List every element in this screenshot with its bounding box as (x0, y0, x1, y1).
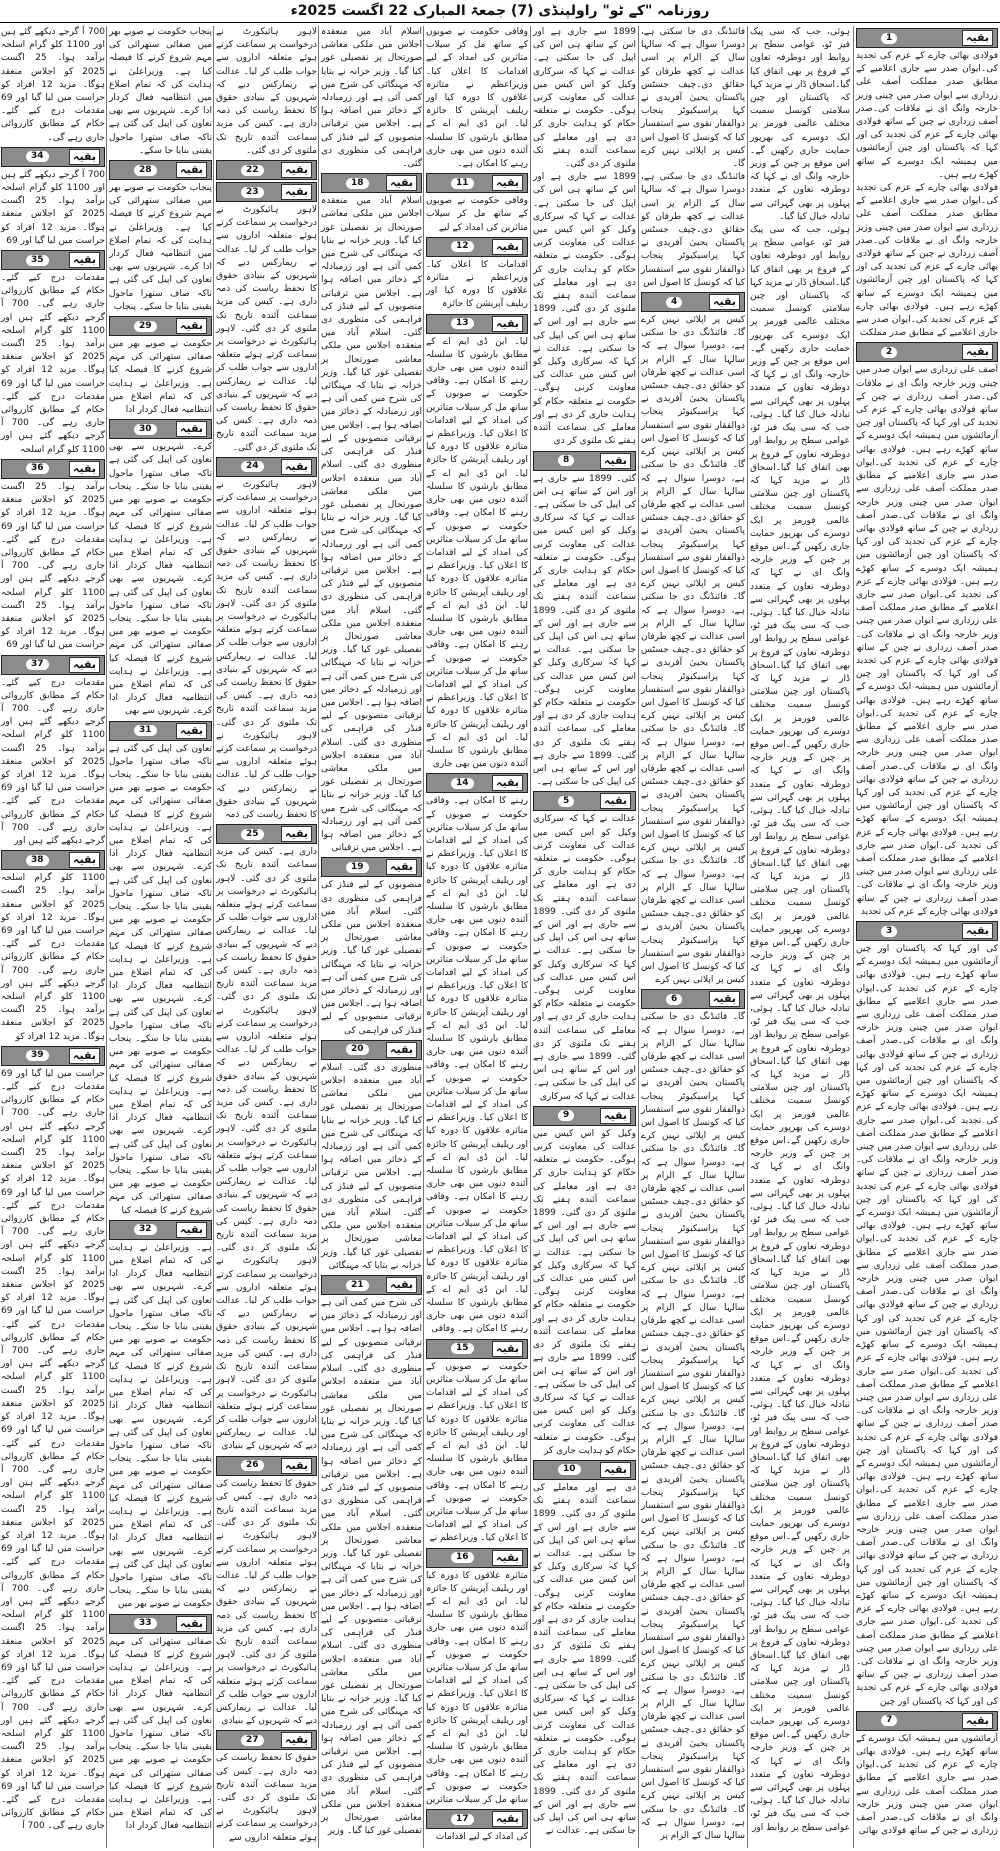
column-text: 700 آ گرجے دیکھے گئے ہیں اور 1100 کلو گرام اسلحہ برآمد ہوا۔ 25 اگست 2025 کو اجلاس منعقد ہوگا۔ مزید 12 افراد کو حراست میں لیا گیا اور 69 مقدمات درج کیے گئے۔ حکام کے مطابق کارروائی جاری رہے گی۔ (1, 27, 106, 143)
continuation-label: بقیہ (281, 1732, 312, 1748)
continuation-box-11 (426, 173, 528, 193)
continuation-label: بقیہ (492, 316, 523, 332)
continuation-label: بقیہ (492, 239, 523, 255)
continuation-label: بقیہ (176, 318, 207, 334)
continuation-label: بقیہ (386, 1042, 417, 1058)
column-text-continued: گئی۔ 1899 سے جاری ہے اور اس کے ساتھ ہی اس کی اپیل کی جا سکتی ہے۔ عدالت نے کہا کہ سرکاری وکیل کو اس کیس میں عدالت کی معاونت کرنی ہوگی۔ حکومت نے متعلقہ حکام کو ہدایت جاری کر دی ہے اور معاملے کی سماعت آئندہ ہفتے تک ملتوی کر دی گئی۔ 1899 سے جاری ہے اور اس کے ساتھ ہی اس کی اپیل کی جا سکتی ہے۔ عدالت نے کہا کہ سرکاری وکیل کو اس کیس میں عدالت کی معاونت کرنی ہوگی۔ حکومت نے متعلقہ حکام کو ہدایت جاری کر دی ہے اور معاملے کی سماعت آئندہ ہفتے تک ملتوی کر دی گئی۔ 1899 سے جاری ہے اور اس کے ساتھ ہی اس کی اپیل کی جا سکتی ہے۔ (533, 473, 636, 788)
column-1 (856, 26, 998, 1838)
column-text-continued: وفاقی حکومت نے صوبوں کے ساتھ مل کر سیلاب متاثرین کی امداد کے لیے (426, 196, 528, 233)
continuation-number: 7 (881, 1715, 897, 1726)
continuation-box-12 (426, 237, 528, 257)
continuation-label: بقیہ (492, 1811, 523, 1827)
continuation-box-18 (321, 173, 422, 193)
continuation-label: بقیہ (962, 30, 993, 46)
column-divider (638, 26, 639, 1848)
column-text: پنجاب حکومت نے صوبے بھر میں صفائی ستھرائی کی مہم شروع کرنے کا فیصلہ کیا ہے۔ وزیراعلیٰ نے ہدایت کی کہ تمام اضلاع میں انتظامیہ فعال کردار ادا کرے۔ شہریوں سے بھی تعاون کی اپیل کی گئی ہے تاکہ صاف ستھرا ماحول یقینی بنایا جا سکے۔ (109, 27, 212, 156)
continuation-number: 28 (134, 165, 157, 176)
column-text-continued: منصوبوں کے لیے فنڈز کی فراہمی کی منظوری دی گئی۔ اسلام آباد میں منعقدہ اجلاس میں ملکی معاشی صورتحال پر تفصیلی غور کیا گیا۔ وزیر خزانہ نے بتایا کہ مہنگائی کی شرح میں کمی آئی ہے اور زرمبادلہ کے ذخائر میں اضافہ ہوا ہے۔ اجلاس میں ترقیاتی منصوبوں کے لیے فنڈز کی فراہمی کی (321, 880, 422, 1036)
continuation-number: 20 (346, 1044, 369, 1055)
column-7 (216, 26, 317, 1845)
column-text: اسلام آباد میں منعقدہ اجلاس میں ملکی معاشی صورتحال پر تفصیلی غور کیا گیا۔ وزیر خزانہ نے بتایا کہ مہنگائی کی شرح میں کمی آئی ہے اور زرمبادلہ کے ذخائر میں اضافہ ہوا ہے۔ اجلاس میں ترقیاتی منصوبوں کے لیے فنڈز کی فراہمی کی منظوری دی گئی۔ (321, 27, 422, 170)
continuation-box-22 (216, 160, 317, 180)
column-text-continued: صفائی ستھرائی کی مہم شروع کرنے کا فیصلہ کیا ہے۔ وزیراعلیٰ نے ہدایت کی کہ تمام اضلاع میں انتظامیہ فعال کردار ادا کرے۔ شہریوں سے بھی تعاون کی اپیل کی گئی ہے تاکہ صاف ستھرا ماحول یقینی بنایا جا سکے۔ پنجاب حکومت نے صوبے بھر میں صفائی ستھرائی کی مہم شروع کرنے کا فیصلہ کیا ہے۔ وزیراعلیٰ نے ہدایت کی کہ تمام اضلاع میں انتظامیہ فعال کردار ادا (109, 1636, 212, 1832)
column-divider (853, 26, 854, 1848)
continuation-label: بقیہ (962, 1713, 993, 1729)
continuation-box-19 (321, 857, 422, 877)
continuation-box-13 (426, 314, 528, 334)
continuation-number: 6 (666, 994, 682, 1005)
column-text-continued: اقدامات کا اعلان کیا۔ وزیراعظم نے متاثرہ علاقوں کا دورہ کیا اور ریلیف آپریشن کا جائزہ (426, 259, 528, 310)
continuation-label: بقیہ (176, 1222, 207, 1238)
column-text-continued: تعاون کی اپیل کی گئی ہے تاکہ صاف ستھرا ماحول یقینی بنایا جا سکے۔ پنجاب حکومت نے صوبے بھر میں صفائی ستھرائی کی مہم شروع کرنے کا فیصلہ کیا ہے۔ وزیراعلیٰ نے ہدایت کی کہ تمام اضلاع میں انتظامیہ فعال کردار ادا کرے۔ شہریوں سے بھی تعاون کی اپیل کی گئی ہے تاکہ صاف ستھرا ماحول یقینی بنایا جا سکے۔ پنجاب حکومت نے صوبے بھر میں صفائی ستھرائی کی مہم شروع کرنے کا فیصلہ کیا ہے۔ وزیراعلیٰ نے ہدایت کی کہ تمام اضلاع میں انتظامیہ فعال کردار ادا کرے۔ شہریوں سے بھی تعاون کی اپیل کی گئی ہے تاکہ صاف ستھرا ماحول یقینی بنایا جا سکے۔ پنجاب حکومت نے صوبے بھر میں صفائی ستھرائی کی مہم شروع کرنے کا فیصلہ کیا ہے۔ وزیراعلیٰ نے ہدایت کی کہ تمام اضلاع میں انتظامیہ فعال کردار ادا کرے۔ شہریوں سے بھی تعاون کی اپیل کی گئی ہے تاکہ صاف ستھرا ماحول یقینی بنایا جا سکے۔ پنجاب حکومت نے صوبے بھر میں صفائی ستھرائی کی مہم شروع کرنے کا فیصلہ کیا (109, 743, 212, 1216)
column-divider (530, 26, 531, 1848)
column-text: لاہور ہائیکورٹ نے درخواست پر سماعت کرتے ہوئے متعلقہ اداروں سے جواب طلب کر لیا۔ عدالت نے ریمارکس دیے کہ شہریوں کے بنیادی حقوق کا تحفظ ریاست کی ذمہ داری ہے۔ کیس کی مزید سماعت آئندہ تاریخ تک ملتوی کر دی گئی۔ (216, 27, 317, 156)
continuation-box-8 (533, 451, 636, 471)
column-text-continued: عدالت نے کہا کہ سرکاری وکیل کو اس کیس میں عدالت کی معاونت کرنی ہوگی۔ حکومت نے متعلقہ حکام کو ہدایت جاری کر دی ہے اور معاملے کی سماعت آئندہ ہفتے تک ملتوی کر دی گئی۔ 1899 سے جاری ہے اور اس کے ساتھ ہی اس کی اپیل کی جا سکتی ہے۔ عدالت نے کہا کہ سرکاری وکیل کو اس کیس میں عدالت کی معاونت کرنی ہوگی۔ حکومت نے متعلقہ حکام کو ہدایت جاری کر دی ہے اور معاملے کی سماعت آئندہ ہفتے تک ملتوی کر دی گئی۔ 1899 سے جاری ہے اور اس کے ساتھ ہی اس کی اپیل کی جا سکتی ہے۔ عدالت نے کہا کہ سرکاری (533, 814, 636, 1102)
column-5 (426, 26, 528, 1844)
column-8 (109, 26, 212, 1834)
continuation-number: 32 (134, 1224, 157, 1235)
continuation-number: 38 (26, 855, 49, 866)
continuation-box-27 (216, 1730, 317, 1750)
column-text-continued: کرے۔ شہریوں سے بھی تعاون کی اپیل کی گئی ہے تاکہ صاف ستھرا ماحول یقینی بنایا جا سکے۔ پنجاب حکومت نے صوبے بھر میں صفائی ستھرائی کی مہم شروع کرنے کا فیصلہ کیا ہے۔ وزیراعلیٰ نے ہدایت کی کہ تمام اضلاع میں انتظامیہ فعال کردار ادا کرے۔ شہریوں سے بھی تعاون کی اپیل کی گئی ہے تاکہ صاف ستھرا ماحول یقینی بنایا جا سکے۔ پنجاب حکومت نے صوبے بھر میں صفائی ستھرائی کی مہم شروع کرنے کا فیصلہ کیا ہے۔ وزیراعلیٰ نے ہدایت کی کہ تمام اضلاع میں انتظامیہ فعال کردار ادا کرے۔ شہریوں سے بھی (109, 442, 212, 717)
masthead: روزنامہ "کے ٹو" راولپنڈی (7) جمعۃ المبارک 22 اگست 2025ء (0, 0, 1000, 23)
continuation-number: 27 (241, 1735, 264, 1746)
continuation-number: 5 (558, 796, 574, 807)
column-divider (423, 26, 424, 1848)
column-text-continued: فولادی بھائی چارے کے عزم کی تجدید کی۔ایوان صدر سے جاری اعلامیے کے مطابق صدر مملکت آصف علی زرداری سے ایوان صدر میں چینی وزیر خارجہ وانگ ای نے ملاقات کی۔صدر آصف زرداری نے چین کے ساتھ فولادی بھائی چارے کے عزم کی تجدید کی اور کہا کہ پاکستان اور چین آزمائشوں میں ہمیشہ ایک دوسرے کے ساتھ کھڑے رہے ہیں۔ فولادی بھائی چارے کے عزم کی تجدید کی۔ایوان صدر سے جاری اعلامیے کے مطابق صدر مملکت (856, 183, 998, 339)
continuation-label: بقیہ (492, 1550, 523, 1566)
column-divider (747, 26, 748, 1848)
column-text-continued: مقدمات درج کیے گئے۔ حکام کے مطابق کارروائی جاری رہے گی۔ 700 آ گرجے دیکھے گئے ہیں اور 1100 کلو گرام اسلحہ برآمد ہوا۔ 25 اگست 2025 کو اجلاس منعقد ہوگا۔ مزید 12 افراد کو حراست میں لیا گیا اور 69 مقدمات درج کیے گئے۔ حکام کے مطابق کارروائی جاری رہے گی۔ 700 آ گرجے دیکھے گئے ہیں اور (1, 677, 106, 846)
continuation-number: 33 (134, 1618, 157, 1629)
continuation-box-3 (856, 921, 998, 941)
continuation-number: 23 (241, 187, 264, 198)
continuation-number: 21 (346, 1280, 369, 1291)
continuation-number: 1 (881, 33, 897, 44)
column-6 (321, 26, 422, 1838)
continuation-label: بقیہ (69, 149, 100, 165)
column-text-continued: دی ہے اور معاملے کی سماعت آئندہ ہفتے تک ملتوی کر دی گئی۔ 1899 سے جاری ہے اور اس کے ساتھ ہی اس کی اپیل کی جا سکتی ہے۔ عدالت نے کہا کہ سرکاری وکیل کو اس کیس میں عدالت کی معاونت کرنی ہوگی۔ حکومت نے متعلقہ حکام کو ہدایت جاری کر دی ہے اور معاملے کی سماعت آئندہ ہفتے تک ملتوی کر دی گئی۔ 1899 سے جاری ہے اور اس کے ساتھ ہی اس کی اپیل کی جا سکتی ہے۔ عدالت نے کہا کہ سرکاری وکیل کو اس کیس میں عدالت کی معاونت کرنی ہوگی۔ حکومت نے متعلقہ حکام کو ہدایت جاری کر دی ہے اور معاملے کی سماعت آئندہ ہفتے تک ملتوی کر دی گئی۔ 1899 سے جاری ہے اور اس کے ساتھ ہی اس کی اپیل کی جا سکتی ہے۔ عدالت نے (533, 1482, 636, 1837)
continuation-label: بقیہ (600, 453, 631, 469)
column-text: فائنڈنگ دی جا سکتی ہے، دوسرا سوال ہے کہ سالہا سال کے الزام پر اسی عدالت نے کچھ طرفان کو حقائق دی۔چیف جسٹس پاکستان یحییٰ آفریدی نے کہا پراسیکیوٹر پنجاب ذوالفقار نقوی سے استفسار کیا کہ کونسل کا اصول اس کیس پر اپلائی نہیں کرے گا۔ (641, 27, 745, 170)
continuation-label: بقیہ (600, 1462, 631, 1478)
column-text-continued: وکیل کو اس کیس میں عدالت کی معاونت کرنی ہوگی۔ حکومت نے متعلقہ حکام کو ہدایت جاری کر دی ہے اور معاملے کی سماعت آئندہ ہفتے تک ملتوی کر دی گئی۔ 1899 سے جاری ہے اور اس کے ساتھ ہی اس کی اپیل کی جا سکتی ہے۔ عدالت نے کہا کہ سرکاری وکیل کو اس کیس میں عدالت کی معاونت کرنی ہوگی۔ حکومت نے متعلقہ حکام کو ہدایت جاری کر دی ہے اور معاملے کی سماعت آئندہ ہفتے تک ملتوی کر دی گئی۔ 1899 سے جاری ہے اور اس کے ساتھ ہی اس کی اپیل کی جا سکتی ہے۔ عدالت نے کہا کہ سرکاری وکیل کو اس کیس میں عدالت کی معاونت کرنی ہوگی۔ حکومت نے متعلقہ حکام کو ہدایت جاری کر (533, 1128, 636, 1456)
continuation-label: بقیہ (709, 294, 740, 310)
continuation-number: 29 (134, 321, 157, 332)
column-text-continued: حقوق کا تحفظ ریاست کی ذمہ داری ہے۔ کیس کی مزید سماعت آئندہ تاریخ تک ملتوی کر دی گئی۔ لاہور ہائیکورٹ نے درخواست پر سماعت کرتے ہوئے متعلقہ اداروں سے جواب طلب کر لیا۔ عدالت نے ریمارکس دیے کہ شہریوں کے بنیادی حقوق کا تحفظ ریاست کی ذمہ داری ہے۔ کیس کی مزید سماعت آئندہ تاریخ تک ملتوی کر دی گئی۔ لاہور ہائیکورٹ نے درخواست پر سماعت کرتے ہوئے متعلقہ اداروں سے جواب طلب کر لیا۔ عدالت نے ریمارکس دیے کہ شہریوں کے بنیادی (216, 1478, 317, 1727)
continuation-box-2 (856, 342, 998, 362)
continuation-label: بقیہ (281, 826, 312, 842)
column-text-continued: لاہور ہائیکورٹ نے درخواست پر سماعت کرتے ہوئے متعلقہ اداروں سے جواب طلب کر لیا۔ عدالت نے ریمارکس دیے کہ شہریوں کے بنیادی حقوق کا تحفظ ریاست کی ذمہ داری ہے۔ کیس کی مزید سماعت آئندہ تاریخ تک ملتوی کر دی گئی۔ لاہور ہائیکورٹ نے درخواست پر سماعت کرتے ہوئے متعلقہ اداروں سے جواب طلب کر لیا۔ عدالت نے ریمارکس دیے کہ شہریوں کے بنیادی حقوق کا تحفظ ریاست کی ذمہ داری ہے۔ کیس کی مزید سماعت آئندہ تاریخ تک ملتوی کر دی گئی۔ (216, 205, 317, 453)
column-3 (641, 26, 745, 1843)
continuation-number: 16 (451, 1552, 474, 1563)
column-text-continued: کی اور کہا کہ پاکستان اور چین آزمائشوں میں ہمیشہ ایک دوسرے کے ساتھ کھڑے رہے ہیں۔ فولادی بھائی چارے کے عزم کی تجدید کی۔ایوان صدر سے جاری اعلامیے کے مطابق صدر مملکت آصف علی زرداری سے ایوان صدر میں چینی وزیر خارجہ وانگ ای نے ملاقات کی۔صدر آصف زرداری نے چین کے ساتھ فولادی بھائی چارے کے عزم کی تجدید کی اور کہا کہ پاکستان اور چین آزمائشوں میں ہمیشہ ایک دوسرے کے ساتھ کھڑے رہے ہیں۔ فولادی بھائی چارے کے عزم کی تجدید کی۔ایوان صدر سے جاری اعلامیے کے مطابق صدر مملکت آصف علی زرداری سے ایوان صدر میں چینی وزیر خارجہ وانگ ای نے ملاقات کی۔صدر آصف زرداری نے چین کے ساتھ فولادی بھائی چارے کے عزم کی تجدید کی اور کہا کہ پاکستان اور چین آزمائشوں میں ہمیشہ ایک دوسرے کے ساتھ کھڑے رہے ہیں۔ فولادی بھائی چارے کے عزم کی تجدید کی۔ایوان صدر سے جاری اعلامیے کے مطابق صدر مملکت آصف علی زرداری سے ایوان صدر میں چینی وزیر خارجہ وانگ ای نے ملاقات کی۔صدر آصف زرداری نے چین کے ساتھ فولادی بھائی چارے کے عزم کی تجدید کی اور کہا کہ پاکستان اور چین آزمائشوں میں ہمیشہ ایک دوسرے کے ساتھ کھڑے رہے ہیں۔ فولادی بھائی چارے کے عزم کی تجدید کی۔ایوان صدر سے جاری اعلامیے کے مطابق صدر مملکت آصف علی زرداری سے ایوان صدر میں چینی وزیر خارجہ وانگ ای نے ملاقات کی۔صدر آصف زرداری نے چین کے ساتھ فولادی بھائی چارے کے عزم کی تجدید کی اور کہا کہ پاکستان اور چین آزمائشوں میں ہمیشہ ایک دوسرے کے ساتھ کھڑے رہے ہیں۔ فولادی بھائی چارے کے عزم کی تجدید کی۔ایوان صدر سے جاری اعلامیے کے مطابق صدر مملکت آصف علی زرداری سے ایوان صدر میں چینی وزیر خارجہ وانگ ای نے ملاقات کی۔صدر آصف زرداری نے چین کے ساتھ فولادی بھائی چارے کے عزم کی تجدید کی اور کہا کہ پاکستان اور چین آزمائشوں میں ہمیشہ ایک دوسرے کے ساتھ کھڑے رہے ہیں۔ فولادی بھائی چارے کے عزم کی تجدید کی۔ایوان صدر سے جاری اعلامیے کے مطابق صدر مملکت آصف علی زرداری سے ایوان صدر میں چینی وزیر خارجہ وانگ ای نے ملاقات کی۔صدر آصف زرداری نے چین کے ساتھ فولادی بھائی چارے کے عزم کی تجدید کی اور کہا کہ پاکستان اور چین (856, 944, 998, 1707)
continuation-number: 30 (134, 424, 157, 435)
continuation-label: بقیہ (69, 852, 100, 868)
column-text-continued: منظوری دی گئی۔ اسلام آباد میں منعقدہ اجلاس میں ملکی معاشی صورتحال پر تفصیلی غور کیا گیا۔ وزیر خزانہ نے بتایا کہ مہنگائی کی شرح میں کمی آئی ہے اور زرمبادلہ کے ذخائر میں اضافہ ہوا ہے۔ اجلاس میں ترقیاتی منصوبوں کے لیے فنڈز کی فراہمی کی منظوری دی گئی۔ اسلام آباد میں منعقدہ اجلاس میں ملکی معاشی صورتحال پر تفصیلی غور کیا گیا۔ وزیر خزانہ نے بتایا کہ مہنگائی (321, 1062, 422, 1271)
continuation-box-36 (1, 459, 105, 479)
continuation-box-5 (533, 791, 636, 811)
continuation-box-16 (426, 1548, 528, 1568)
continuation-number: 11 (451, 178, 474, 189)
continuation-box-9 (533, 1106, 636, 1126)
continuation-box-30 (109, 419, 212, 439)
column-divider (318, 26, 319, 1848)
continuation-number: 15 (451, 1343, 474, 1354)
continuation-box-23 (216, 182, 317, 202)
continuation-box-6 (641, 989, 745, 1009)
continuation-box-33 (109, 1614, 212, 1634)
column-text-continued: حراست میں لیا گیا اور 69 مقدمات درج کیے گئے۔ حکام کے مطابق کارروائی جاری رہے گی۔ 700 آ گرجے دیکھے گئے ہیں اور 1100 کلو گرام اسلحہ برآمد ہوا۔ 25 اگست 2025 کو اجلاس منعقد ہوگا۔ مزید 12 افراد کو حراست میں لیا گیا اور 69 مقدمات درج کیے گئے۔ حکام کے مطابق کارروائی جاری رہے گی۔ 700 آ گرجے دیکھے گئے ہیں اور 1100 کلو گرام اسلحہ برآمد ہوا۔ 25 اگست 2025 کو اجلاس منعقد ہوگا۔ مزید 12 افراد کو حراست میں لیا گیا اور 69 مقدمات درج کیے گئے۔ حکام کے مطابق کارروائی جاری رہے گی۔ 700 آ گرجے دیکھے گئے ہیں اور 1100 کلو گرام اسلحہ برآمد ہوا۔ 25 اگست 2025 کو اجلاس منعقد ہوگا۔ مزید 12 افراد کو حراست میں لیا گیا اور 69 مقدمات درج کیے گئے۔ حکام کے مطابق کارروائی جاری رہے گی۔ 700 آ گرجے دیکھے گئے ہیں اور 1100 کلو گرام اسلحہ برآمد ہوا۔ 25 اگست 2025 کو اجلاس منعقد ہوگا۔ مزید 12 افراد کو حراست میں لیا گیا اور 69 مقدمات درج کیے گئے۔ حکام کے مطابق کارروائی جاری رہے گی۔ 700 آ گرجے دیکھے گئے ہیں اور 1100 کلو گرام اسلحہ برآمد ہوا۔ 25 اگست 2025 کو اجلاس منعقد ہوگا۔ مزید 12 افراد کو حراست میں لیا گیا اور 69 مقدمات درج کیے گئے۔ حکام کے مطابق کارروائی جاری رہے گی۔ 700 آ گرجے دیکھے گئے ہیں اور 1100 کلو گرام اسلحہ برآمد ہوا۔ 25 اگست 2025 کو اجلاس منعقد ہوگا۔ مزید 12 افراد کو حراست میں لیا گیا اور 69 مقدمات درج کیے گئے۔ حکام کے مطابق کارروائی جاری رہے گی۔ 700 آ (1, 1068, 106, 1832)
continuation-number: 36 (26, 463, 49, 474)
continuation-box-10 (533, 1460, 636, 1480)
continuation-label: بقیہ (281, 184, 312, 200)
continuation-box-14 (426, 773, 528, 793)
continuation-number: 18 (346, 178, 369, 189)
column-text-continued: متاثرہ علاقوں کا دورہ کیا اور ریلیف آپریشن کا جائزہ لیا۔ این ڈی ایم اے کے مطابق بارشوں کا سلسلہ آئندہ دنوں میں بھی جاری رہنے کا امکان ہے۔ وفاقی حکومت نے صوبوں کے ساتھ مل کر سیلاب متاثرین کی امداد کے لیے اقدامات کا اعلان کیا۔ وزیراعظم نے متاثرہ علاقوں کا دورہ کیا اور ریلیف آپریشن کا جائزہ لیا۔ این ڈی ایم اے کے مطابق بارشوں کا سلسلہ آئندہ دنوں میں بھی جاری رہنے کا امکان ہے۔ وفاقی حکومت نے صوبوں کے ساتھ مل کر سیلاب متاثرین (425, 1570, 528, 1805)
continuation-box-32 (109, 1220, 212, 1240)
continuation-box-25 (216, 824, 317, 844)
continuation-label: بقیہ (69, 657, 100, 673)
continuation-number: 26 (241, 1460, 264, 1471)
column-text-continued: 1100 کلو گرام اسلحہ برآمد ہوا۔ 25 اگست 2025 کو اجلاس منعقد ہوگا۔ مزید 12 افراد کو حراست میں لیا گیا اور 69 مقدمات درج کیے گئے۔ حکام کے مطابق کارروائی جاری رہے گی۔ 700 آ گرجے دیکھے گئے ہیں اور 1100 کلو گرام اسلحہ برآمد ہوا۔ 25 اگست 2025 کو اجلاس منعقد ہوگا۔ مزید 12 افراد کو (1, 873, 106, 1042)
continuation-number: 3 (881, 926, 897, 937)
continuation-label: بقیہ (962, 923, 993, 939)
continuation-number: 13 (451, 318, 474, 329)
continuation-box-34 (1, 147, 105, 167)
continuation-box-37 (1, 655, 105, 675)
continuation-box-15 (426, 1339, 528, 1359)
continuation-label: بقیہ (281, 1458, 312, 1474)
column-text: فولادی بھائی چارے کے عزم کی تجدید کی۔ایوان صدر سے جاری اعلامیے کے مطابق صدر مملکت آصف علی زرداری سے ایوان صدر میں چینی وزیر خارجہ وانگ ای نے ملاقات کی۔صدر آصف زرداری نے چین کے ساتھ فولادی بھائی چارے کے عزم کی تجدید کی اور کہا کہ پاکستان اور چین آزمائشوں میں ہمیشہ ایک دوسرے کے ساتھ کھڑے رہے ہیں۔ (856, 51, 998, 180)
continuation-label: بقیہ (386, 175, 417, 191)
column-text-continued: حکومت نے صوبوں کے ساتھ مل کر سیلاب متاثرین کی امداد کے لیے اقدامات کا اعلان کیا۔ وزیراعظم نے متاثرہ علاقوں کا دورہ کیا اور ریلیف آپریشن کا جائزہ لیا۔ این ڈی ایم اے کے مطابق بارشوں کا سلسلہ آئندہ دنوں میں بھی جاری رہنے کا امکان ہے۔ وفاقی حکومت نے صوبوں کے ساتھ مل کر سیلاب متاثرین کی امداد کے لیے اقدامات کا اعلان کیا۔ وزیراعظم نے (425, 1361, 528, 1544)
column-2 (750, 26, 850, 1835)
continuation-box-38 (1, 850, 105, 870)
continuation-box-26 (216, 1456, 317, 1476)
column-divider (106, 26, 107, 1848)
continuation-number: 2 (881, 347, 897, 358)
column-text-continued: حکومت نے صوبے بھر میں صفائی ستھرائی کی مہم شروع کرنے کا فیصلہ کیا ہے۔ وزیراعلیٰ نے ہدایت کی کہ تمام اضلاع میں انتظامیہ فعال کردار ادا (109, 339, 212, 416)
continuation-number: 8 (558, 455, 574, 466)
continuation-label: بقیہ (176, 723, 207, 739)
column-text-continued: حقوق کا تحفظ ریاست کی ذمہ داری ہے۔ کیس کی مزید سماعت آئندہ تاریخ تک ملتوی کر دی گئی۔ لاہور ہائیکورٹ نے درخواست پر سماعت کرتے ہوئے متعلقہ اداروں سے (216, 1753, 317, 1843)
continuation-label: بقیہ (962, 344, 993, 360)
column-text-continued: گا۔ فائنڈنگ دی جا سکتی ہے، دوسرا سوال ہے کہ سالہا سال کے الزام پر اسی عدالت نے کچھ طرفان کو حقائق دی۔چیف جسٹس پاکستان یحییٰ آفریدی نے کہا پراسیکیوٹر پنجاب ذوالفقار نقوی سے استفسار کیا کہ کونسل کا اصول اس کیس پر اپلائی نہیں کرے گا۔ فائنڈنگ دی جا سکتی ہے، دوسرا سوال ہے کہ سالہا سال کے الزام پر اسی عدالت نے کچھ طرفان کو حقائق دی۔چیف جسٹس پاکستان یحییٰ آفریدی نے کہا پراسیکیوٹر پنجاب ذوالفقار نقوی سے استفسار کیا کہ کونسل کا اصول اس کیس پر اپلائی نہیں کرے گا۔ فائنڈنگ دی جا سکتی ہے، دوسرا سوال ہے کہ سالہا سال کے الزام پر اسی عدالت نے کچھ طرفان کو حقائق دی۔چیف جسٹس پاکستان یحییٰ آفریدی نے کہا پراسیکیوٹر پنجاب ذوالفقار نقوی سے استفسار کیا کہ کونسل کا اصول اس کیس پر اپلائی نہیں کرے گا۔ فائنڈنگ دی جا سکتی ہے، دوسرا سوال ہے کہ سالہا سال کے الزام پر اسی عدالت نے کچھ طرفان کو حقائق دی۔چیف جسٹس پاکستان یحییٰ آفریدی نے کہا پراسیکیوٹر پنجاب ذوالفقار نقوی سے استفسار کیا کہ کونسل کا اصول اس کیس پر اپلائی نہیں کرے گا۔ فائنڈنگ دی جا سکتی ہے، دوسرا سوال ہے کہ سالہا سال کے الزام پر اسی عدالت نے کچھ طرفان کو حقائق دی۔چیف جسٹس پاکستان یحییٰ آفریدی نے کہا پراسیکیوٹر پنجاب ذوالفقار نقوی سے استفسار کیا کہ کونسل کا اصول اس کیس پر اپلائی نہیں کرے گا۔ فائنڈنگ دی جا سکتی ہے، دوسرا سوال ہے کہ سالہا سال کے الزام پر اسی عدالت نے کچھ طرفان کو حقائق دی۔چیف جسٹس پاکستان یحییٰ آفریدی نے کہا پراسیکیوٹر پنجاب ذوالفقار نقوی سے استفسار کیا کہ کونسل کا اصول اس کیس پر اپلائی نہیں کرے گا۔ فائنڈنگ دی جا سکتی ہے، دوسرا سوال ہے کہ سالہا سال کے الزام پر (641, 1012, 745, 1842)
continuation-label: بقیہ (709, 991, 740, 1007)
column-text-continued: ہے۔ وزیراعلیٰ نے ہدایت کی کہ تمام اضلاع میں انتظامیہ فعال کردار ادا کرے۔ شہریوں سے بھی تعاون کی اپیل کی گئی ہے تاکہ صاف ستھرا ماحول یقینی بنایا جا سکے۔ پنجاب حکومت نے صوبے بھر میں صفائی ستھرائی کی مہم شروع کرنے کا فیصلہ کیا ہے۔ وزیراعلیٰ نے ہدایت کی کہ تمام اضلاع میں انتظامیہ فعال کردار ادا کرے۔ شہریوں سے بھی تعاون کی اپیل کی گئی ہے تاکہ صاف ستھرا ماحول یقینی بنایا جا سکے۔ پنجاب حکومت نے صوبے بھر میں صفائی ستھرائی کی مہم شروع کرنے کا فیصلہ کیا ہے۔ وزیراعلیٰ نے ہدایت کی کہ تمام اضلاع میں انتظامیہ فعال کردار ادا کرے۔ شہریوں سے بھی تعاون کی اپیل کی گئی ہے تاکہ صاف ستھرا ماحول یقینی بنایا جا سکے۔ پنجاب حکومت نے صوبے بھر میں (109, 1242, 212, 1610)
continuation-number: 14 (451, 778, 474, 789)
continuation-number: 35 (26, 255, 49, 266)
continuation-box-24 (216, 457, 317, 477)
continuation-label: بقیہ (176, 421, 207, 437)
continuation-number: 12 (451, 241, 474, 252)
continuation-number: 10 (558, 1464, 581, 1475)
column-text-continued: فائنڈنگ دی جا سکتی ہے، دوسرا سوال ہے کہ سالہا سال کے الزام پر اسی عدالت نے کچھ طرفان کو حقائق دی۔چیف جسٹس پاکستان یحییٰ آفریدی نے کہا پراسیکیوٹر پنجاب ذوالفقار نقوی سے استفسار کیا کہ کونسل کا اصول اس (641, 172, 745, 288)
column-text-continued: اسلام آباد میں منعقدہ اجلاس میں ملکی معاشی صورتحال پر تفصیلی غور کیا گیا۔ وزیر خزانہ نے بتایا کہ مہنگائی کی شرح میں کمی آئی ہے اور زرمبادلہ کے ذخائر میں اضافہ ہوا ہے۔ اجلاس میں ترقیاتی منصوبوں کے لیے فنڈز کی فراہمی کی منظوری دی گئی۔ اسلام آباد میں منعقدہ اجلاس میں ملکی معاشی صورتحال پر تفصیلی غور کیا گیا۔ وزیر خزانہ نے بتایا کہ مہنگائی کی شرح میں کمی آئی ہے اور زرمبادلہ کے ذخائر میں اضافہ ہوا ہے۔ اجلاس میں ترقیاتی منصوبوں کے لیے فنڈز کی فراہمی کی منظوری دی گئی۔ اسلام آباد میں منعقدہ اجلاس میں ملکی معاشی صورتحال پر تفصیلی غور کیا گیا۔ وزیر خزانہ نے بتایا کہ مہنگائی کی شرح میں کمی آئی ہے اور زرمبادلہ کے ذخائر میں اضافہ ہوا ہے۔ اجلاس میں ترقیاتی منصوبوں کے لیے فنڈز کی فراہمی کی منظوری دی گئی۔ اسلام آباد میں منعقدہ اجلاس میں ملکی معاشی صورتحال پر تفصیلی غور کیا گیا۔ وزیر خزانہ نے بتایا کہ مہنگائی کی شرح میں کمی آئی ہے اور زرمبادلہ کے ذخائر میں اضافہ ہوا ہے۔ اجلاس میں ترقیاتی منصوبوں کے لیے فنڈز کی فراہمی کی منظوری دی گئی۔ اسلام آباد میں منعقدہ اجلاس میں ملکی معاشی صورتحال پر تفصیلی غور کیا گیا۔ وزیر خزانہ نے بتایا کہ مہنگائی کی شرح میں کمی آئی ہے اور زرمبادلہ کے ذخائر میں اضافہ ہوا ہے۔ اجلاس میں ترقیاتی (321, 196, 422, 854)
continuation-number: 22 (241, 165, 264, 176)
continuation-box-7 (856, 1711, 998, 1731)
continuation-label: بقیہ (492, 775, 523, 791)
continuation-label: بقیہ (281, 459, 312, 475)
continuation-box-29 (109, 316, 212, 336)
continuation-label: بقیہ (281, 162, 312, 178)
continuation-label: بقیہ (386, 859, 417, 875)
column-text: ہوئی، جب کہ سی پیک فیز ٹو، عوامی سطح پر روابط اور دوطرفہ تعاون کے فروغ پر بھی اتفاق کیا گیا۔اسحاق ڈار نے مزید کہا کہ پاکستان اور چین سلامتی کونسل سمیت مختلف عالمی فورمز پر ایک دوسرے کی بھرپور حمایت جاری رکھیں گے۔اس موقع پر چین کے وزیر خارجہ وانگ ای نے کہا کہ دوطرفہ تعاون کے متعدد پہلوں پر بھی گہرائی سے تبادلہ خیال کیا گیا۔ (750, 27, 850, 222)
continuation-number: 37 (26, 659, 49, 670)
column-text-continued: آصف علی زرداری سے ایوان صدر میں چینی وزیر خارجہ وانگ ای نے ملاقات کی۔صدر آصف زرداری نے چین کے ساتھ فولادی بھائی چارے کے عزم کی تجدید کی اور کہا کہ پاکستان اور چین آزمائشوں میں ہمیشہ ایک دوسرے کے ساتھ کھڑے رہے ہیں۔ فولادی بھائی چارے کے عزم کی تجدید کی۔ایوان صدر سے جاری اعلامیے کے مطابق صدر مملکت آصف علی زرداری سے ایوان صدر میں چینی وزیر خارجہ وانگ ای نے ملاقات کی۔صدر آصف زرداری نے چین کے ساتھ فولادی بھائی چارے کے عزم کی تجدید کی اور کہا کہ پاکستان اور چین آزمائشوں میں ہمیشہ ایک دوسرے کے ساتھ کھڑے رہے ہیں۔ فولادی بھائی چارے کے عزم کی تجدید کی۔ایوان صدر سے جاری اعلامیے کے مطابق صدر مملکت آصف علی زرداری سے ایوان صدر میں چینی وزیر خارجہ وانگ ای نے ملاقات کی۔صدر آصف زرداری نے چین کے ساتھ فولادی بھائی چارے کے عزم کی تجدید کی اور کہا کہ پاکستان اور چین آزمائشوں میں ہمیشہ ایک دوسرے کے ساتھ کھڑے رہے ہیں۔ فولادی بھائی چارے کے عزم کی تجدید کی۔ایوان صدر سے جاری اعلامیے کے مطابق صدر مملکت آصف علی زرداری سے ایوان صدر میں چینی وزیر خارجہ وانگ ای نے ملاقات کی۔صدر آصف زرداری نے چین کے ساتھ فولادی بھائی چارے کے عزم کی تجدید کی اور کہا کہ پاکستان اور چین آزمائشوں میں ہمیشہ ایک دوسرے کے ساتھ کھڑے رہے ہیں۔ فولادی بھائی چارے کے عزم کی تجدید کی۔ایوان صدر سے جاری اعلامیے کے مطابق صدر مملکت آصف علی زرداری سے ایوان صدر میں چینی وزیر خارجہ وانگ ای نے ملاقات کی۔صدر آصف زرداری نے چین کے ساتھ فولادی بھائی چارے کے عزم کی تجدید (856, 365, 998, 917)
continuation-box-39 (1, 1046, 105, 1066)
column-text-continued: مقدمات درج کیے گئے۔ حکام کے مطابق کارروائی جاری رہے گی۔ 700 آ گرجے دیکھے گئے ہیں اور 1100 کلو گرام اسلحہ برآمد ہوا۔ 25 اگست 2025 کو اجلاس منعقد ہوگا۔ مزید 12 افراد کو حراست میں لیا گیا اور 69 مقدمات درج کیے گئے۔ حکام کے مطابق کارروائی جاری رہے گی۔ 700 آ گرجے دیکھے گئے ہیں اور 1100 کلو گرام اسلحہ (1, 273, 106, 455)
column-text-continued: کی شرح میں کمی آئی ہے اور زرمبادلہ کے ذخائر میں اضافہ ہوا ہے۔ اجلاس میں ترقیاتی منصوبوں کے لیے فنڈز کی فراہمی کی منظوری دی گئی۔ اسلام آباد میں منعقدہ اجلاس میں ملکی معاشی صورتحال پر تفصیلی غور کیا گیا۔ وزیر خزانہ نے بتایا کہ مہنگائی کی شرح میں کمی آئی ہے اور زرمبادلہ کے ذخائر میں اضافہ ہوا ہے۔ اجلاس میں ترقیاتی منصوبوں کے لیے فنڈز کی فراہمی کی منظوری دی گئی۔ اسلام آباد میں منعقدہ اجلاس میں ملکی معاشی صورتحال پر تفصیلی غور کیا گیا۔ وزیر خزانہ نے بتایا کہ مہنگائی کی شرح میں کمی آئی ہے اور زرمبادلہ کے ذخائر میں اضافہ ہوا ہے۔ اجلاس میں ترقیاتی منصوبوں کے لیے فنڈز کی فراہمی کی منظوری دی گئی۔ اسلام آباد میں منعقدہ اجلاس میں ملکی معاشی صورتحال پر تفصیلی غور کیا گیا۔ وزیر خزانہ نے بتایا کہ مہنگائی کی شرح میں کمی آئی ہے اور زرمبادلہ کے ذخائر میں اضافہ ہوا ہے۔ اجلاس میں ترقیاتی منصوبوں کے لیے فنڈز کی فراہمی کی منظوری دی گئی۔ اسلام آباد میں منعقدہ اجلاس میں ملکی معاشی صورتحال پر تفصیلی غور کیا گیا۔ وزیر (321, 1298, 422, 1837)
column-text-continued: لاہور ہائیکورٹ نے درخواست پر سماعت کرتے ہوئے متعلقہ اداروں سے جواب طلب کر لیا۔ عدالت نے ریمارکس دیے کہ شہریوں کے بنیادی حقوق کا تحفظ ریاست کی ذمہ داری ہے۔ کیس کی مزید سماعت آئندہ تاریخ تک ملتوی کر دی گئی۔ لاہور ہائیکورٹ نے درخواست پر سماعت کرتے ہوئے متعلقہ اداروں سے جواب طلب کر لیا۔ عدالت نے ریمارکس دیے کہ شہریوں کے بنیادی حقوق کا تحفظ ریاست کی ذمہ داری ہے۔ کیس کی مزید سماعت آئندہ تاریخ تک ملتوی کر دی گئی۔ لاہور ہائیکورٹ نے درخواست پر سماعت کرتے ہوئے متعلقہ اداروں سے جواب طلب کر لیا۔ عدالت نے ریمارکس دیے کہ شہریوں کے بنیادی حقوق کا تحفظ ریاست کی ذمہ (216, 479, 317, 820)
continuation-box-17 (426, 1809, 528, 1829)
column-text-continued: برآمد ہوا۔ 25 اگست 2025 کو اجلاس منعقد ہوگا۔ مزید 12 افراد کو حراست میں لیا گیا اور 69 مقدمات درج کیے گئے۔ حکام کے مطابق کارروائی جاری رہے گی۔ 700 آ گرجے دیکھے گئے ہیں اور 1100 کلو گرام اسلحہ برآمد ہوا۔ 25 اگست 2025 کو اجلاس منعقد ہوگا۔ مزید 12 افراد کو حراست میں لیا گیا اور 69 (1, 481, 106, 651)
continuation-box-35 (1, 250, 105, 270)
column-divider (213, 26, 214, 1848)
column-text-continued: داری ہے۔ کیس کی مزید سماعت آئندہ تاریخ تک ملتوی کر دی گئی۔ لاہور ہائیکورٹ نے درخواست پر سماعت کرتے ہوئے متعلقہ اداروں سے جواب طلب کر لیا۔ عدالت نے ریمارکس دیے کہ شہریوں کے بنیادی حقوق کا تحفظ ریاست کی ذمہ داری ہے۔ کیس کی مزید سماعت آئندہ تاریخ تک ملتوی کر دی گئی۔ لاہور ہائیکورٹ نے درخواست پر سماعت کرتے ہوئے متعلقہ اداروں سے جواب طلب کر لیا۔ عدالت نے ریمارکس دیے کہ شہریوں کے بنیادی حقوق کا تحفظ ریاست کی ذمہ داری ہے۔ کیس کی مزید سماعت آئندہ تاریخ تک ملتوی کر دی گئی۔ لاہور ہائیکورٹ نے درخواست پر سماعت کرتے ہوئے متعلقہ اداروں سے جواب طلب کر لیا۔ عدالت نے ریمارکس دیے کہ شہریوں کے بنیادی حقوق کا تحفظ ریاست کی ذمہ داری ہے۔ کیس کی مزید سماعت آئندہ تاریخ تک ملتوی کر دی گئی۔ لاہور ہائیکورٹ نے درخواست پر سماعت کرتے ہوئے متعلقہ اداروں سے جواب طلب کر لیا۔ عدالت نے ریمارکس دیے کہ شہریوں کے بنیادی حقوق کا تحفظ ریاست کی ذمہ داری ہے۔ کیس کی مزید سماعت آئندہ تاریخ تک ملتوی کر دی گئی۔ لاہور ہائیکورٹ نے درخواست پر سماعت کرتے ہوئے متعلقہ اداروں سے جواب طلب کر لیا۔ عدالت نے ریمارکس دیے کہ شہریوں کے بنیادی (216, 847, 317, 1452)
continuation-number: 39 (26, 1050, 49, 1061)
continuation-number: 9 (558, 1110, 574, 1121)
column-text-continued: 1899 سے جاری ہے اور اس کے ساتھ ہی اس کی اپیل کی جا سکتی ہے۔ عدالت نے کہا کہ سرکاری وکیل کو اس کیس میں عدالت کی معاونت کرنی ہوگی۔ حکومت نے متعلقہ حکام کو ہدایت جاری کر دی ہے اور معاملے کی سماعت آئندہ ہفتے تک ملتوی کر دی گئی۔ 1899 سے جاری ہے اور اس کے ساتھ ہی اس کی اپیل کی جا سکتی ہے۔ عدالت نے کہا کہ سرکاری وکیل کو اس کیس میں عدالت کی معاونت کرنی ہوگی۔ حکومت نے متعلقہ حکام کو ہدایت جاری کر دی ہے اور معاملے کی سماعت آئندہ ہفتے تک ملتوی کر دی (533, 172, 636, 447)
column-text-continued: کیس پر اپلائی نہیں کرے گا۔ فائنڈنگ دی جا سکتی ہے، دوسرا سوال ہے کہ سالہا سال کے الزام پر اسی عدالت نے کچھ طرفان کو حقائق دی۔چیف جسٹس پاکستان یحییٰ آفریدی نے کہا پراسیکیوٹر پنجاب ذوالفقار نقوی سے استفسار کیا کہ کونسل کا اصول اس کیس پر اپلائی نہیں کرے گا۔ فائنڈنگ دی جا سکتی ہے، دوسرا سوال ہے کہ سالہا سال کے الزام پر اسی عدالت نے کچھ طرفان کو حقائق دی۔چیف جسٹس پاکستان یحییٰ آفریدی نے کہا پراسیکیوٹر پنجاب ذوالفقار نقوی سے استفسار کیا کہ کونسل کا اصول اس کیس پر اپلائی نہیں کرے گا۔ فائنڈنگ دی جا سکتی ہے، دوسرا سوال ہے کہ سالہا سال کے الزام پر اسی عدالت نے کچھ طرفان کو حقائق دی۔چیف جسٹس پاکستان یحییٰ آفریدی نے کہا پراسیکیوٹر پنجاب ذوالفقار نقوی سے استفسار کیا کہ کونسل کا اصول اس کیس پر اپلائی نہیں کرے گا۔ فائنڈنگ دی جا سکتی ہے، دوسرا سوال ہے کہ سالہا سال کے الزام پر اسی عدالت نے کچھ طرفان کو حقائق دی۔چیف جسٹس پاکستان یحییٰ آفریدی نے کہا پراسیکیوٹر پنجاب ذوالفقار نقوی سے استفسار کیا کہ کونسل کا اصول اس کیس پر اپلائی نہیں کرے گا۔ فائنڈنگ دی جا سکتی ہے، دوسرا سوال ہے کہ سالہا سال کے الزام پر اسی عدالت نے کچھ طرفان کو حقائق دی۔چیف جسٹس پاکستان یحییٰ آفریدی نے کہا پراسیکیوٹر پنجاب ذوالفقار نقوی سے استفسار کیا کہ کونسل کا اصول اس کیس پر اپلائی نہیں کرے (641, 315, 745, 986)
continuation-label: بقیہ (386, 1277, 417, 1293)
continuation-number: 34 (26, 151, 49, 162)
column-text-continued: کی امداد کے لیے اقدامات (435, 1832, 528, 1843)
column-text: وفاقی حکومت نے صوبوں کے ساتھ مل کر سیلاب متاثرین کی امداد کے لیے اقدامات کا اعلان کیا۔ وزیراعظم نے متاثرہ علاقوں کا دورہ کیا اور ریلیف آپریشن کا جائزہ لیا۔ این ڈی ایم اے کے مطابق بارشوں کا سلسلہ آئندہ دنوں میں بھی جاری رہنے کا امکان ہے۔ (426, 27, 528, 170)
column-text-continued: آزمائشوں میں ہمیشہ ایک دوسرے کے ساتھ کھڑے رہے ہیں۔ فولادی بھائی چارے کے عزم کی تجدید کی۔ایوان صدر سے جاری اعلامیے کے مطابق صدر مملکت آصف علی زرداری سے ایوان صدر میں چینی وزیر خارجہ وانگ ای نے ملاقات کی۔صدر آصف زرداری نے چین کے ساتھ فولادی بھائی (856, 1733, 998, 1837)
continuation-label: بقیہ (69, 461, 100, 477)
continuation-label: بقیہ (492, 175, 523, 191)
continuation-label: بقیہ (600, 793, 631, 809)
continuation-label: بقیہ (492, 1341, 523, 1357)
continuation-label: بقیہ (176, 1616, 207, 1632)
continuation-label: بقیہ (69, 252, 100, 268)
continuation-number: 17 (451, 1814, 474, 1825)
continuation-number: 25 (241, 829, 264, 840)
continuation-label: بقیہ (69, 1048, 100, 1064)
continuation-box-21 (321, 1275, 422, 1295)
continuation-box-4 (641, 292, 745, 312)
column-text: 1899 سے جاری ہے اور اس کے ساتھ ہی اس کی اپیل کی جا سکتی ہے۔ عدالت نے کہا کہ سرکاری وکیل کو اس کیس میں عدالت کی معاونت کرنی ہوگی۔ حکومت نے متعلقہ حکام کو ہدایت جاری کر دی ہے اور معاملے کی سماعت آئندہ ہفتے تک ملتوی کر دی گئی۔ (533, 27, 636, 170)
continuation-box-1 (856, 28, 998, 48)
continuation-box-31 (109, 721, 212, 741)
column-text-continued: 700 آ گرجے دیکھے گئے ہیں اور 1100 کلو گرام اسلحہ برآمد ہوا۔ 25 اگست 2025 کو اجلاس منعقد ہوگا۔ مزید 12 افراد کو حراست میں لیا گیا اور 69 (1, 169, 106, 246)
column-text-continued: رہنے کا امکان ہے۔ وفاقی حکومت نے صوبوں کے ساتھ مل کر سیلاب متاثرین کی امداد کے لیے اقدامات کا اعلان کیا۔ وزیراعظم نے متاثرہ علاقوں کا دورہ کیا اور ریلیف آپریشن کا جائزہ لیا۔ این ڈی ایم اے کے مطابق بارشوں کا سلسلہ آئندہ دنوں میں بھی جاری رہنے کا امکان ہے۔ وفاقی حکومت نے صوبوں کے ساتھ مل کر سیلاب متاثرین کی امداد کے لیے اقدامات کا اعلان کیا۔ وزیراعظم نے متاثرہ علاقوں کا دورہ کیا اور ریلیف آپریشن کا جائزہ لیا۔ این ڈی ایم اے کے مطابق بارشوں کا سلسلہ آئندہ دنوں میں بھی جاری رہنے کا امکان ہے۔ وفاقی حکومت نے صوبوں کے ساتھ مل کر سیلاب متاثرین کی امداد کے لیے اقدامات کا اعلان کیا۔ وزیراعظم نے متاثرہ علاقوں کا دورہ کیا اور ریلیف آپریشن کا جائزہ لیا۔ این ڈی ایم اے کے مطابق بارشوں کا سلسلہ آئندہ دنوں میں بھی جاری رہنے کا امکان ہے۔ وفاقی حکومت نے صوبوں کے ساتھ مل کر سیلاب متاثرین کی امداد کے لیے اقدامات کا اعلان کیا۔ وزیراعظم نے متاثرہ علاقوں کا دورہ کیا اور ریلیف آپریشن کا جائزہ لیا۔ این ڈی ایم اے کے مطابق بارشوں کا سلسلہ آئندہ دنوں میں بھی جاری رہنے کا امکان ہے۔ وفاقی (425, 796, 528, 1335)
continuation-label: بقیہ (176, 162, 207, 178)
column-text-continued: لیا۔ این ڈی ایم اے کے مطابق بارشوں کا سلسلہ آئندہ دنوں میں بھی جاری رہنے کا امکان ہے۔ وفاقی حکومت نے صوبوں کے ساتھ مل کر سیلاب متاثرین کی امداد کے لیے اقدامات کا اعلان کیا۔ وزیراعظم نے متاثرہ علاقوں کا دورہ کیا اور ریلیف آپریشن کا جائزہ لیا۔ این ڈی ایم اے کے مطابق بارشوں کا سلسلہ آئندہ دنوں میں بھی جاری رہنے کا امکان ہے۔ وفاقی حکومت نے صوبوں کے ساتھ مل کر سیلاب متاثرین کی امداد کے لیے اقدامات کا اعلان کیا۔ وزیراعظم نے متاثرہ علاقوں کا دورہ کیا اور ریلیف آپریشن کا جائزہ لیا۔ این ڈی ایم اے کے مطابق بارشوں کا سلسلہ آئندہ دنوں میں بھی جاری رہنے کا امکان ہے۔ وفاقی حکومت نے صوبوں کے ساتھ مل کر سیلاب متاثرین کی امداد کے لیے اقدامات کا اعلان کیا۔ وزیراعظم نے متاثرہ علاقوں کا دورہ کیا اور ریلیف آپریشن کا جائزہ لیا۔ این ڈی ایم اے کے مطابق بارشوں کا سلسلہ آئندہ دنوں میں بھی جاری (425, 336, 528, 770)
continuation-box-28 (109, 160, 212, 180)
continuation-number: 31 (134, 725, 157, 736)
continuation-number: 24 (241, 461, 264, 472)
continuation-label: بقیہ (600, 1108, 631, 1124)
column-9 (1, 26, 105, 1834)
continuation-number: 19 (346, 862, 369, 873)
continuation-box-20 (321, 1040, 422, 1060)
column-text-continued: پنجاب حکومت نے صوبے بھر میں صفائی ستھرائی کی مہم شروع کرنے کا فیصلہ کیا ہے۔ وزیراعلیٰ نے ہدایت کی کہ تمام اضلاع میں انتظامیہ فعال کردار ادا کرے۔ شہریوں سے بھی تعاون کی اپیل کی گئی ہے تاکہ صاف ستھرا ماحول یقینی بنایا جا سکے۔ پنجاب (109, 183, 212, 312)
column-4 (533, 26, 636, 1838)
continuation-number: 4 (666, 297, 682, 308)
column-text-continued: ہوئی، جب کہ سی پیک فیز ٹو، عوامی سطح پر روابط اور دوطرفہ تعاون کے فروغ پر بھی اتفاق کیا گیا۔اسحاق ڈار نے مزید کہا کہ پاکستان اور چین سلامتی کونسل سمیت مختلف عالمی فورمز پر ایک دوسرے کی بھرپور حمایت جاری رکھیں گے۔اس موقع پر چین کے وزیر خارجہ وانگ ای نے کہا کہ دوطرفہ تعاون کے متعدد پہلوں پر بھی گہرائی سے تبادلہ خیال کیا گیا۔ ہوئی، جب کہ سی پیک فیز ٹو، عوامی سطح پر روابط اور دوطرفہ تعاون کے فروغ پر بھی اتفاق کیا گیا۔اسحاق ڈار نے مزید کہا کہ پاکستان اور چین سلامتی کونسل سمیت مختلف عالمی فورمز پر ایک دوسرے کی بھرپور حمایت جاری رکھیں گے۔اس موقع پر چین کے وزیر خارجہ وانگ ای نے کہا کہ دوطرفہ تعاون کے متعدد پہلوں پر بھی گہرائی سے تبادلہ خیال کیا گیا۔ ہوئی، جب کہ سی پیک فیز ٹو، عوامی سطح پر روابط اور دوطرفہ تعاون کے فروغ پر بھی اتفاق کیا گیا۔اسحاق ڈار نے مزید کہا کہ پاکستان اور چین سلامتی کونسل سمیت مختلف عالمی فورمز پر ایک دوسرے کی بھرپور حمایت جاری رکھیں گے۔اس موقع پر چین کے وزیر خارجہ وانگ ای نے کہا کہ دوطرفہ تعاون کے متعدد پہلوں پر بھی گہرائی سے تبادلہ خیال کیا گیا۔ ہوئی، جب کہ سی پیک فیز ٹو، عوامی سطح پر روابط اور دوطرفہ تعاون کے فروغ پر بھی اتفاق کیا گیا۔اسحاق ڈار نے مزید کہا کہ پاکستان اور چین سلامتی کونسل سمیت مختلف عالمی فورمز پر ایک دوسرے کی بھرپور حمایت جاری رکھیں گے۔اس موقع پر چین کے وزیر خارجہ وانگ ای نے کہا کہ دوطرفہ تعاون کے متعدد پہلوں پر بھی گہرائی سے تبادلہ خیال کیا گیا۔ ہوئی، جب کہ سی پیک فیز ٹو، عوامی سطح پر روابط اور دوطرفہ تعاون کے فروغ پر بھی اتفاق کیا گیا۔اسحاق ڈار نے مزید کہا کہ پاکستان اور چین سلامتی کونسل سمیت مختلف عالمی فورمز پر ایک دوسرے کی بھرپور حمایت جاری رکھیں گے۔اس موقع پر چین کے وزیر خارجہ وانگ ای نے کہا کہ دوطرفہ تعاون کے متعدد پہلوں پر بھی گہرائی سے تبادلہ خیال کیا گیا۔ ہوئی، جب کہ سی پیک فیز ٹو، عوامی سطح پر روابط اور دوطرفہ تعاون کے فروغ پر بھی اتفاق کیا گیا۔اسحاق ڈار نے مزید کہا کہ پاکستان اور چین سلامتی کونسل سمیت مختلف عالمی فورمز پر ایک دوسرے کی بھرپور حمایت جاری رکھیں گے۔اس موقع پر چین کے وزیر خارجہ وانگ ای نے کہا کہ دوطرفہ تعاون کے متعدد پہلوں پر بھی گہرائی سے تبادلہ خیال کیا گیا۔ ہوئی، جب کہ سی پیک فیز ٹو، عوامی سطح پر روابط اور دوطرفہ تعاون کے فروغ پر بھی اتفاق کیا گیا۔اسحاق ڈار نے مزید کہا کہ پاکستان اور چین سلامتی کونسل سمیت مختلف عالمی فورمز پر ایک دوسرے کی بھرپور حمایت جاری رکھیں گے۔اس موقع پر چین کے وزیر خارجہ وانگ ای نے کہا کہ دوطرفہ تعاون کے متعدد پہلوں پر بھی گہرائی سے تبادلہ خیال کیا گیا۔ ہوئی، جب کہ سی پیک فیز ٹو، عوامی سطح پر روابط اور دوطرفہ تعاون کے فروغ پر بھی اتفاق کیا گیا۔اسحاق ڈار نے مزید کہا کہ پاکستان اور چین سلامتی کونسل سمیت مختلف عالمی فورمز پر ایک دوسرے کی بھرپور حمایت جاری رکھیں گے۔اس موقع پر چین کے وزیر خارجہ وانگ ای نے کہا کہ دوطرفہ تعاون کے متعدد پہلوں پر بھی گہرائی سے تبادلہ خیال کیا گیا۔ ہوئی، جب کہ سی پیک فیز ٹو، عوامی سطح پر روابط اور (750, 225, 850, 1833)
